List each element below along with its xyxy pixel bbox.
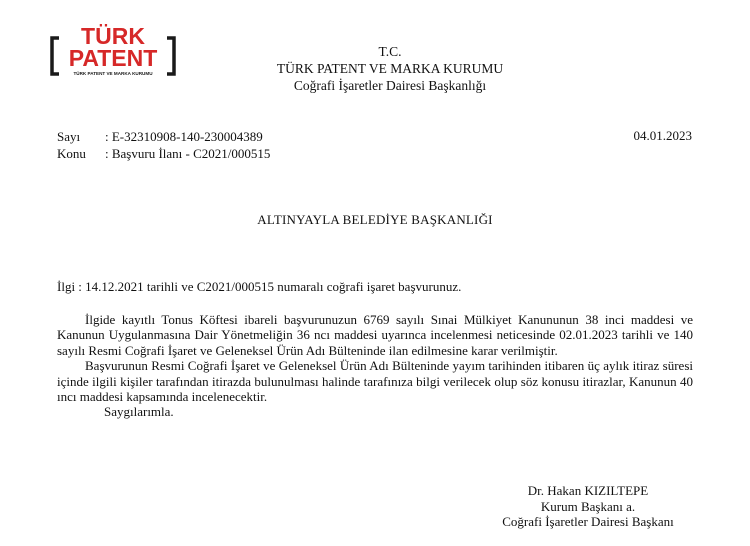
signatory-name: Dr. Hakan KIZILTEPE <box>527 483 649 498</box>
ilgi-line: İlgi : 14.12.2021 tarihli ve C2021/000515 numaralı coğrafi işaret başvurunuz. <box>57 279 462 294</box>
logo-tagline: TÜRK PATENT VE MARKA KURUMU <box>73 71 153 76</box>
header-line1: T.C. <box>378 44 402 59</box>
signature-block <box>478 483 698 530</box>
sayi-row <box>57 128 270 145</box>
logo-line2: PATENT <box>68 45 158 71</box>
konu-row <box>57 145 270 162</box>
header-line3: Coğrafi İşaretler Dairesi Başkanlığı <box>293 78 487 93</box>
signatory-title: Kurum Başkanı a. <box>540 498 636 514</box>
reference-block <box>57 128 270 162</box>
logo-line1: TÜRK <box>81 24 145 49</box>
sayi-value: : E-32310908-140-230004389 <box>105 129 263 144</box>
signatory-department: Coğrafi İşaretler Dairesi Başkanı <box>502 514 674 529</box>
recipient: ALTINYAYLA BELEDİYE BAŞKANLIĞI <box>257 212 493 227</box>
turk-patent-logo <box>49 24 177 78</box>
konu-value: : Başvuru İlanı - C2021/000515 <box>105 146 271 161</box>
header-line2: TÜRK PATENT VE MARKA KURUMU <box>276 61 504 76</box>
letterhead <box>240 43 540 94</box>
body-paragraph-1: İlgide kayıtlı Tonus Köftesi ibareli başvurunuzun 6769 sayılı Sınai Mülkiyet Kanununun 38 inci maddesi ve Kanunun Uygulanmasına Dair Yönetmeliğin 36 ncı maddesi uyarınca incelenmesi neticesinde 02.01.2023 tarihli ve 140 sayılı Resmi Coğrafi İşaret ve Geleneksel Ürün Adı Bülteninde ilan edilmesine karar verilmiştir. <box>57 312 693 358</box>
sayi-label: Sayı <box>57 129 81 144</box>
document-date: 04.01.2023 <box>633 128 692 143</box>
konu-label: Konu <box>57 146 86 161</box>
body-paragraph-2: Başvurunun Resmi Coğrafi İşaret ve Geleneksel Ürün Adı Bülteninde yayım tarihinden itibaren üç aylık itiraz süresi içinde ilgili kişiler tarafından itirazda bulunulması halinde tarafınıza bilgi verilecek olup söz konusu itirazlar, Kanunun 40 ıncı maddesi kapsamında incelenecektir. <box>57 358 693 405</box>
letter-body <box>57 312 693 420</box>
closing-text: Saygılarımla. <box>104 404 174 420</box>
